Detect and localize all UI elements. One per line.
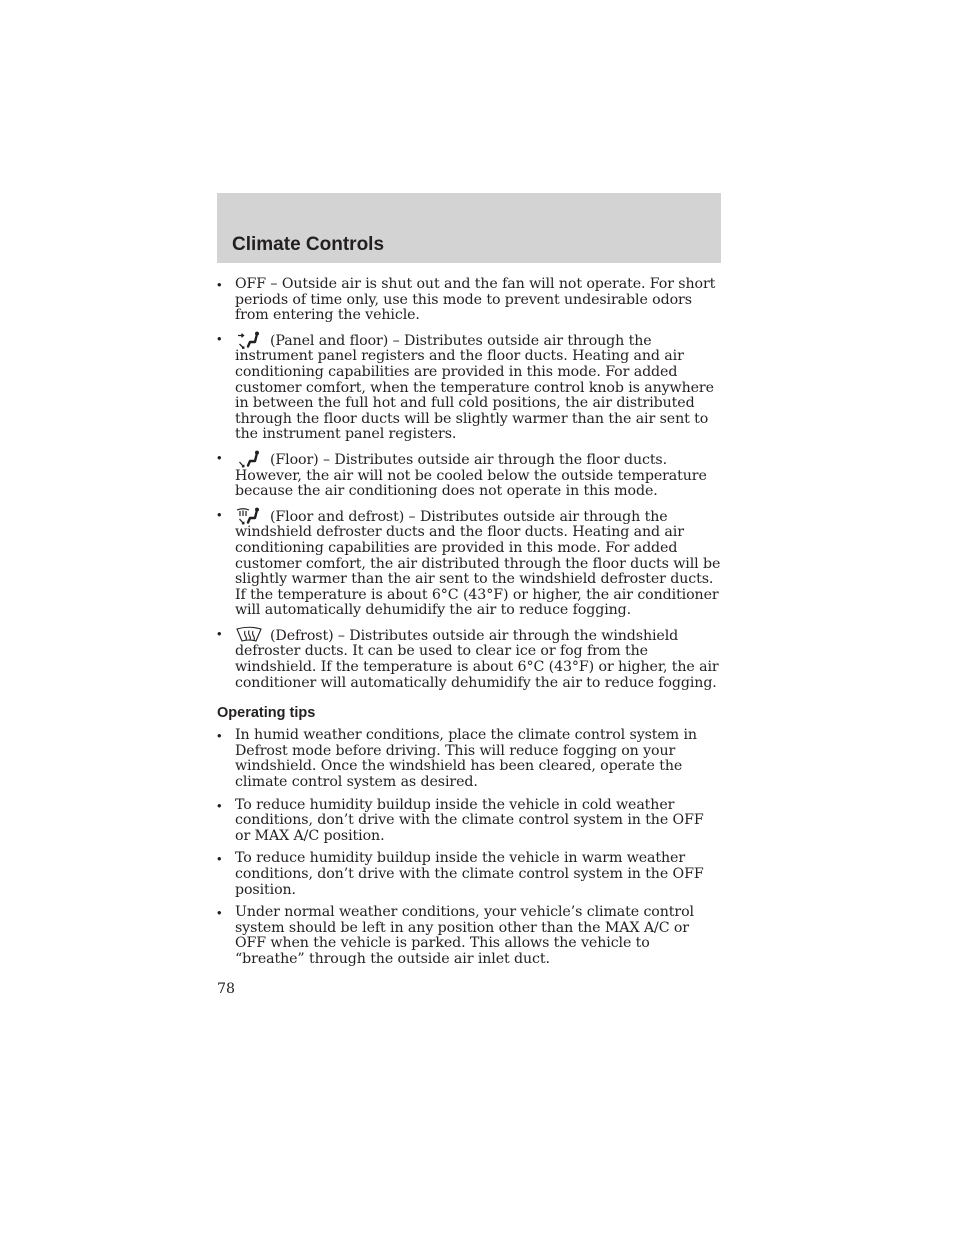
bullet: • [217,728,222,744]
list-item-off [217,277,723,324]
section-header [217,193,721,263]
list-item [217,905,723,967]
bullet: • [217,277,222,292]
bullet: • [217,625,222,641]
tip-text: To reduce humidity buildup inside the vehicle in warm weather conditions, don’t drive with the climate control system in the OFF position. [235,850,704,898]
bullet: • [217,506,222,522]
bullet: • [217,797,222,813]
mode-description: (Defrost) – Distributes outside air through the windshield defroster ducts. It can be used to clear ice or fog from the windshield. If the temperature is about 6°C (43°F) or higher, the air conditioner will automatically dehumidify the air to reduce fogging. [235,627,719,691]
list-item-defrost [217,626,723,691]
list-item-floor [217,450,723,500]
mode-description: (Panel and floor) – Distributes outside air through the instrument panel registers and the floor ducts. Heating and air conditioning capabilities are provided in this mode. For added customer comfort, when the temperature control knob is anywhere in between the full hot and full cold positions, the air distributed through the floor ducts will be slightly warmer than the air sent to the instrument panel registers. [235,332,714,443]
list-item [217,851,723,898]
defrost-icon [236,626,262,644]
floor-icon [236,450,262,468]
mode-description: (Floor) – Distributes outside air through the floor ducts. However, the air will not be cooled below the outside temperature because the air conditioning does not operate in this mode. [235,451,707,500]
mode-description: OFF – Outside air is shut out and the fan will not operate. For short periods of time only, use this mode to prevent undesirable odors from entering the vehicle. [235,276,716,324]
floor-defrost-icon [236,507,262,525]
list-item [217,728,723,790]
page-number: 78 [217,981,236,997]
tips-list [217,728,723,967]
list-item [217,798,723,845]
bullet: • [217,449,222,465]
bullet: • [217,851,222,867]
mode-description: (Floor and defrost) – Distributes outside air through the windshield defroster ducts and the floor ducts. Heating and air conditioning capabilities are provided in this mode. For added customer comfort, the air distributed through the floor ducts will be slightly warmer than the air sent to the windshield defroster ducts. If the temperature is about 6°C (43°F) or higher, the air conditioner will automatically dehumidify the air to reduce fogging. [235,508,721,619]
list-item-panel-floor [217,331,723,443]
tip-text: Under normal weather conditions, your vehicle’s climate control system should be left in any position other than the MAX A/C or OFF when the vehicle is parked. This allows the vehicle to “breathe” through the outside air inlet duct. [235,904,694,967]
tip-text: In humid weather conditions, place the climate control system in Defrost mode before driving. This will reduce fogging on your windshield. Once the windshield has been cleared, operate the climate control system as desired. [235,727,697,791]
panel-floor-icon [236,331,262,349]
operating-tips-heading: Operating tips [217,705,316,722]
tip-text: To reduce humidity buildup inside the vehicle in cold weather conditions, don’t drive with the climate control system in the OFF or MAX A/C position. [235,796,704,844]
list-item-floor-defrost [217,507,723,619]
mode-list [217,277,723,691]
bullet: • [217,905,222,921]
page-content [217,277,723,975]
bullet: • [217,330,222,346]
section-title: Climate Controls [232,234,385,255]
